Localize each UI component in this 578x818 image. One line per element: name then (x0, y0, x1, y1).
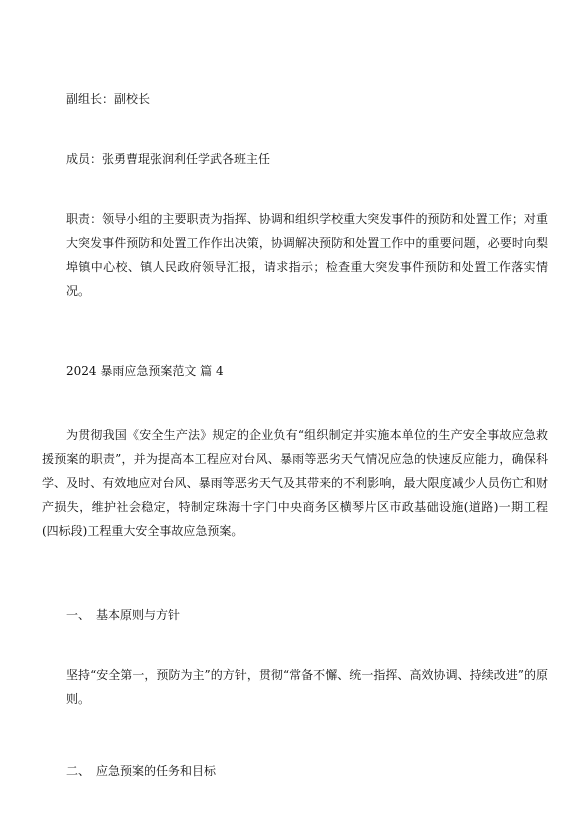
duties-paragraph: 职责：领导小组的主要职责为指挥、协调和组织学校重大突发事件的预防和处置工作；对重大突发事件预防和处置工作作出决策，协调解决预防和处置工作中的重要问题，必要时向梨埠镇中心校、镇人民政府领导汇报，请求指示；检查重大突发事件预防和处置工作落实情况。 (66, 212, 548, 298)
members-line: 成员：张勇曹琨张润利任学武各班主任 (66, 152, 271, 166)
section-2-heading: 二、 应急预案的任务和目标 (66, 764, 217, 778)
principle-paragraph: 坚持“安全第一，预防为主”的方针，贯彻“常备不懈、统一指挥、高效协调、持续改进”的原则。 (66, 668, 548, 706)
intro-paragraph: 为贯彻我国《安全生产法》规定的企业负有“组织制定并实施本单位的生产安全事故应急救援预案的职责”，并为提高本工程应对台风、暴雨等恶劣天气情况应急的快速反应能力，确保科学、及时、有效地应对台风、暴雨等恶劣天气及其带来的不利影响，最大限度减少人员伤亡和财产损失，维护社会稳定，特制定珠海十字门中央商务区横琴片区市政基础设施(道路)一期工程(四标段)工程重大安全事故应急预案。 (42, 428, 548, 538)
section-1-heading: 一、 基本原则与方针 (66, 608, 181, 622)
deputy-leader-line: 副组长：副校长 (66, 92, 151, 106)
section-heading-article-4: 2024 暴雨应急预案范文 篇 4 (66, 364, 224, 378)
